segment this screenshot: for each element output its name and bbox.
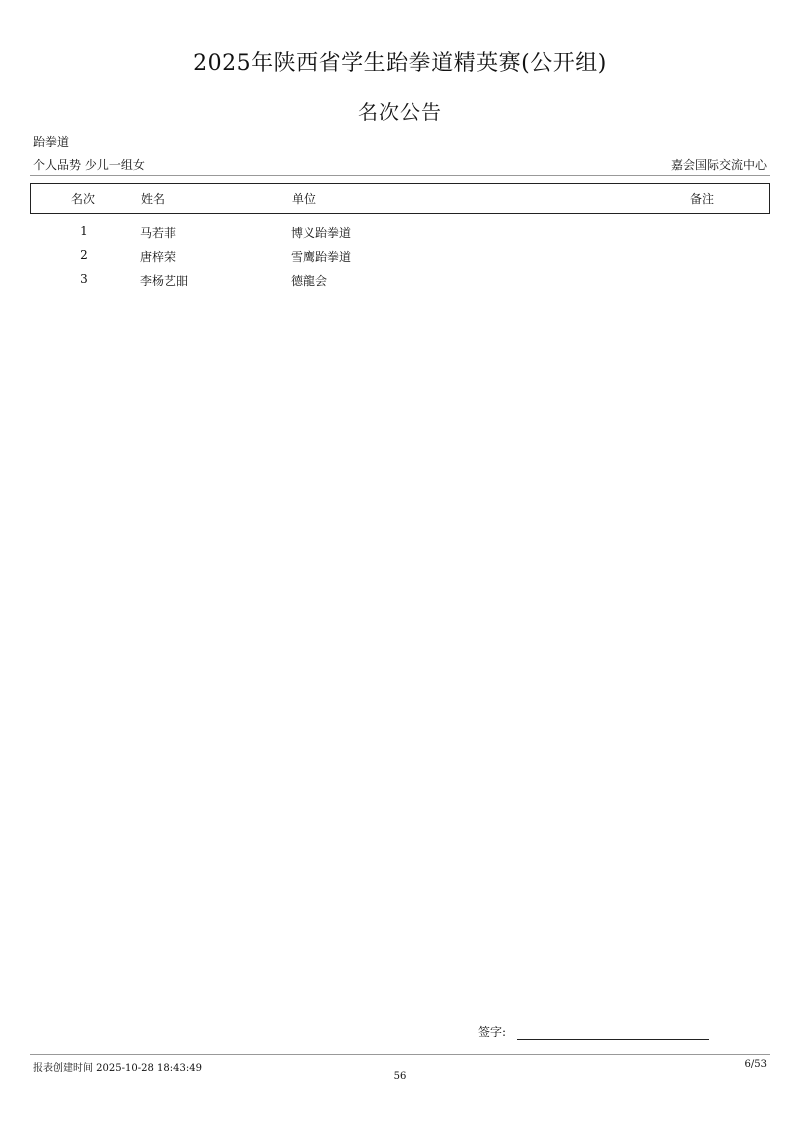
rank-cell: 2 bbox=[80, 248, 88, 262]
signature-label: 签字: bbox=[478, 1025, 507, 1039]
name-cell: 唐梓荣 bbox=[140, 250, 177, 264]
document-title: 2025年陕西省学生跆拳道精英赛(公开组) bbox=[193, 51, 607, 76]
event-label: 个人品势 少儿一组女 bbox=[33, 158, 145, 172]
table-header bbox=[30, 183, 770, 214]
top-divider bbox=[30, 175, 770, 176]
column-header-note: 备注 bbox=[690, 192, 715, 206]
name-cell: 马若菲 bbox=[140, 226, 177, 240]
bottom-divider bbox=[30, 1054, 770, 1055]
document-subtitle: 名次公告 bbox=[358, 100, 442, 124]
column-header-rank: 名次 bbox=[71, 192, 96, 206]
unit-cell: 德龍会 bbox=[291, 274, 328, 288]
table-row bbox=[30, 270, 770, 294]
rank-cell: 3 bbox=[80, 272, 88, 286]
report-created-time: 报表创建时间 2025-10-28 18:43:49 bbox=[33, 1063, 202, 1074]
page-of-total: 6/53 bbox=[744, 1059, 767, 1070]
table-row bbox=[30, 246, 770, 270]
table-row bbox=[30, 222, 770, 246]
signature-line bbox=[517, 1039, 709, 1040]
name-cell: 李杨艺昍 bbox=[140, 274, 189, 288]
venue-label: 嘉会国际交流中心 bbox=[670, 158, 767, 172]
unit-cell: 博义跆拳道 bbox=[291, 226, 352, 240]
column-header-name: 姓名 bbox=[141, 192, 166, 206]
rank-cell: 1 bbox=[80, 224, 88, 238]
column-header-unit: 单位 bbox=[292, 192, 317, 206]
results-table-body bbox=[30, 222, 770, 294]
page-number: 56 bbox=[393, 1071, 407, 1082]
unit-cell: 雪鹰跆拳道 bbox=[291, 250, 352, 264]
sport-label: 跆拳道 bbox=[33, 135, 70, 149]
